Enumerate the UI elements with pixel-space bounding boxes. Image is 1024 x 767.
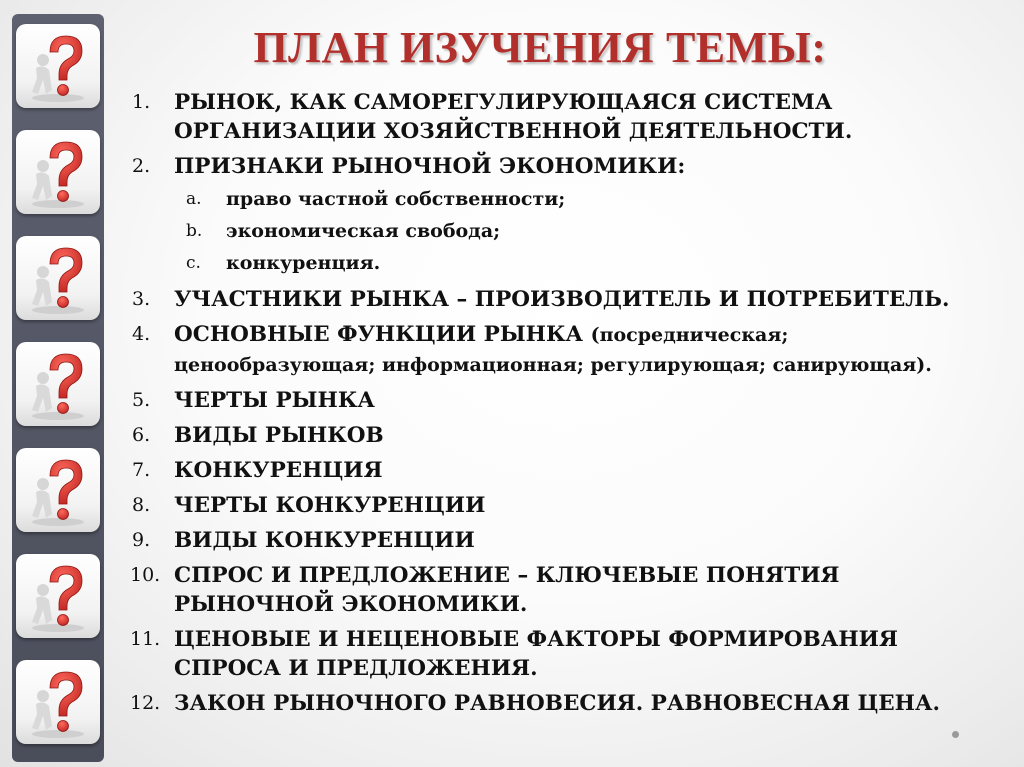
subitem-text: экономическая свобода; <box>226 220 501 242</box>
outline-item-4 <box>132 320 992 380</box>
subitem-text: право частной собственности; <box>226 188 566 210</box>
outline-sublist <box>174 183 992 279</box>
slide-title: ПЛАН ИЗУЧЕНИЯ ТЕМЫ: <box>253 23 827 72</box>
outline-item-6 <box>132 421 992 450</box>
outline-item-9 <box>132 526 992 555</box>
item-text: УЧАСТНИКИ РЫНКА – ПРОИЗВОДИТЕЛЬ И ПОТРЕБИТЕЛЬ. <box>174 287 950 312</box>
item-text: ЦЕНОВЫЕ И НЕЦЕНОВЫЕ ФАКТОРЫ ФОРМИРОВАНИЯ СПРОСА И ПРЕДЛОЖЕНИЯ. <box>174 627 898 681</box>
item-text: ВИДЫ КОНКУРЕНЦИИ <box>174 528 475 553</box>
question-mark-icon <box>16 660 100 744</box>
slide-dot <box>952 731 959 738</box>
item-text: ПРИЗНАКИ РЫНОЧНОЙ ЭКОНОМИКИ: <box>174 154 686 179</box>
item-number: 7. <box>132 459 151 481</box>
item-number: 10. <box>130 564 161 586</box>
outline-subitem-b <box>174 215 992 247</box>
subitem-letter: b. <box>186 221 203 241</box>
outline-item-10 <box>132 561 992 619</box>
outline-item-8 <box>132 491 992 520</box>
item-number: 4. <box>132 323 151 345</box>
item-number: 3. <box>132 288 151 310</box>
question-mark-icon <box>16 130 100 214</box>
question-mark-icon <box>16 342 100 426</box>
item-text: ЧЕРТЫ РЫНКА <box>174 388 375 413</box>
question-mark-icon <box>16 24 100 108</box>
outline-item-12 <box>132 689 992 718</box>
outline-item-2 <box>132 152 992 279</box>
item-text: ВИДЫ РЫНКОВ <box>174 423 384 448</box>
item-text: ОСНОВНЫЕ ФУНКЦИИ РЫНКА <box>174 322 584 347</box>
item-text: ЧЕРТЫ КОНКУРЕНЦИИ <box>174 493 486 518</box>
outline-item-3 <box>132 285 992 314</box>
item-text: СПРОС И ПРЕДЛОЖЕНИЕ – КЛЮЧЕВЫЕ ПОНЯТИЯ РЫНОЧНОЙ ЭКОНОМИКИ. <box>174 563 840 617</box>
subitem-letter: a. <box>186 189 202 209</box>
item-number: 6. <box>132 424 151 446</box>
question-mark-icon <box>16 236 100 320</box>
item-number: 5. <box>132 389 151 411</box>
item-number: 1. <box>132 91 151 113</box>
outline-subitem-a <box>174 183 992 215</box>
item-text: ЗАКОН РЫНОЧНОГО РАВНОВЕСИЯ. РАВНОВЕСНАЯ ЦЕНА. <box>174 691 940 716</box>
outline-item-1 <box>132 88 992 146</box>
item-number: 2. <box>132 155 151 177</box>
outline-item-11 <box>132 625 992 683</box>
question-icon-strip <box>12 14 104 762</box>
outline-item-7 <box>132 456 992 485</box>
item-detail: (посредническая; ценообразующая; информационная; регулирующая; санирующая). <box>174 324 932 376</box>
item-number: 11. <box>130 628 161 650</box>
question-mark-icon <box>16 554 100 638</box>
item-number: 12. <box>130 692 161 714</box>
subitem-text: конкуренция. <box>226 252 381 274</box>
question-mark-icon <box>16 448 100 532</box>
item-number: 9. <box>132 529 151 551</box>
subitem-letter: c. <box>186 253 201 273</box>
item-number: 8. <box>132 494 151 516</box>
outline-subitem-c <box>174 247 992 279</box>
item-text: КОНКУРЕНЦИЯ <box>174 458 383 483</box>
item-text: РЫНОК, КАК САМОРЕГУЛИРУЮЩАЯСЯ СИСТЕМА ОРГАНИЗАЦИИ ХОЗЯЙСТВЕННОЙ ДЕЯТЕЛЬНОСТИ. <box>174 90 853 144</box>
outline-item-5 <box>132 386 992 415</box>
topic-outline <box>132 88 992 724</box>
